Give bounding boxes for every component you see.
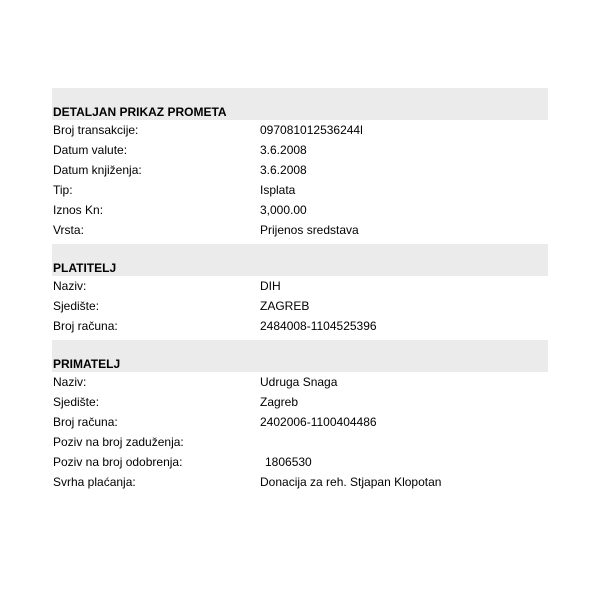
field-value: 3.6.2008 — [260, 143, 307, 157]
field-value — [260, 432, 548, 452]
field-label: Datum valute: — [53, 143, 128, 157]
field-label: Iznos Kn: — [53, 203, 104, 217]
section-header-payer: PLATITELJ — [52, 244, 548, 276]
field-label: Broj transakcije: — [53, 123, 139, 137]
field-value: 1806530 — [265, 455, 312, 469]
payee-row-debit-reference — [52, 432, 548, 452]
detail-row-value-date — [52, 140, 548, 160]
field-value: 097081012536244l — [260, 123, 363, 137]
field-label: Naziv: — [53, 279, 87, 293]
field-label: Poziv na broj zaduženja: — [53, 435, 184, 449]
field-value: 2484008-1104525396 — [260, 319, 377, 333]
field-value: Udruga Snaga — [260, 375, 338, 389]
field-value: 3.6.2008 — [260, 163, 307, 177]
payer-row-account — [52, 316, 548, 336]
field-label: Broj računa: — [53, 415, 118, 429]
section-header-transaction-detail: DETALJAN PRIKAZ PROMETA — [52, 88, 548, 120]
detail-row-kind — [52, 220, 548, 240]
field-value: 2402006-1100404486 — [260, 415, 377, 429]
detail-row-transaction-number — [52, 120, 548, 140]
field-value: Donacija za reh. Stjapan Klopotan — [260, 475, 442, 489]
field-label: Svrha plaćanja: — [53, 475, 136, 489]
field-label: Datum knjiženja: — [53, 163, 142, 177]
field-label: Broj računa: — [53, 319, 118, 333]
detail-row-booking-date — [52, 160, 548, 180]
payee-row-name — [52, 372, 548, 392]
field-value: 3,000.00 — [260, 203, 307, 217]
field-label: Poziv na broj odobrenja: — [53, 455, 183, 469]
field-label: Tip: — [53, 183, 73, 197]
detail-row-amount — [52, 200, 548, 220]
payee-row-seat — [52, 392, 548, 412]
payee-row-payment-purpose — [52, 472, 548, 492]
transaction-detail-document — [52, 88, 548, 492]
payer-row-seat — [52, 296, 548, 316]
field-label: Sjedište: — [53, 395, 100, 409]
field-label: Naziv: — [53, 375, 87, 389]
payee-row-credit-reference — [52, 452, 548, 472]
field-value: Prijenos sredstava — [260, 223, 359, 237]
field-label: Sjedište: — [53, 299, 100, 313]
detail-row-type — [52, 180, 548, 200]
field-label: Vrsta: — [53, 223, 84, 237]
field-value: DIH — [260, 279, 281, 293]
field-value: Isplata — [260, 183, 296, 197]
field-value: Zagreb — [260, 395, 299, 409]
payer-row-name — [52, 276, 548, 296]
section-header-payee: PRIMATELJ — [52, 340, 548, 372]
payee-row-account — [52, 412, 548, 432]
field-value: ZAGREB — [260, 299, 310, 313]
